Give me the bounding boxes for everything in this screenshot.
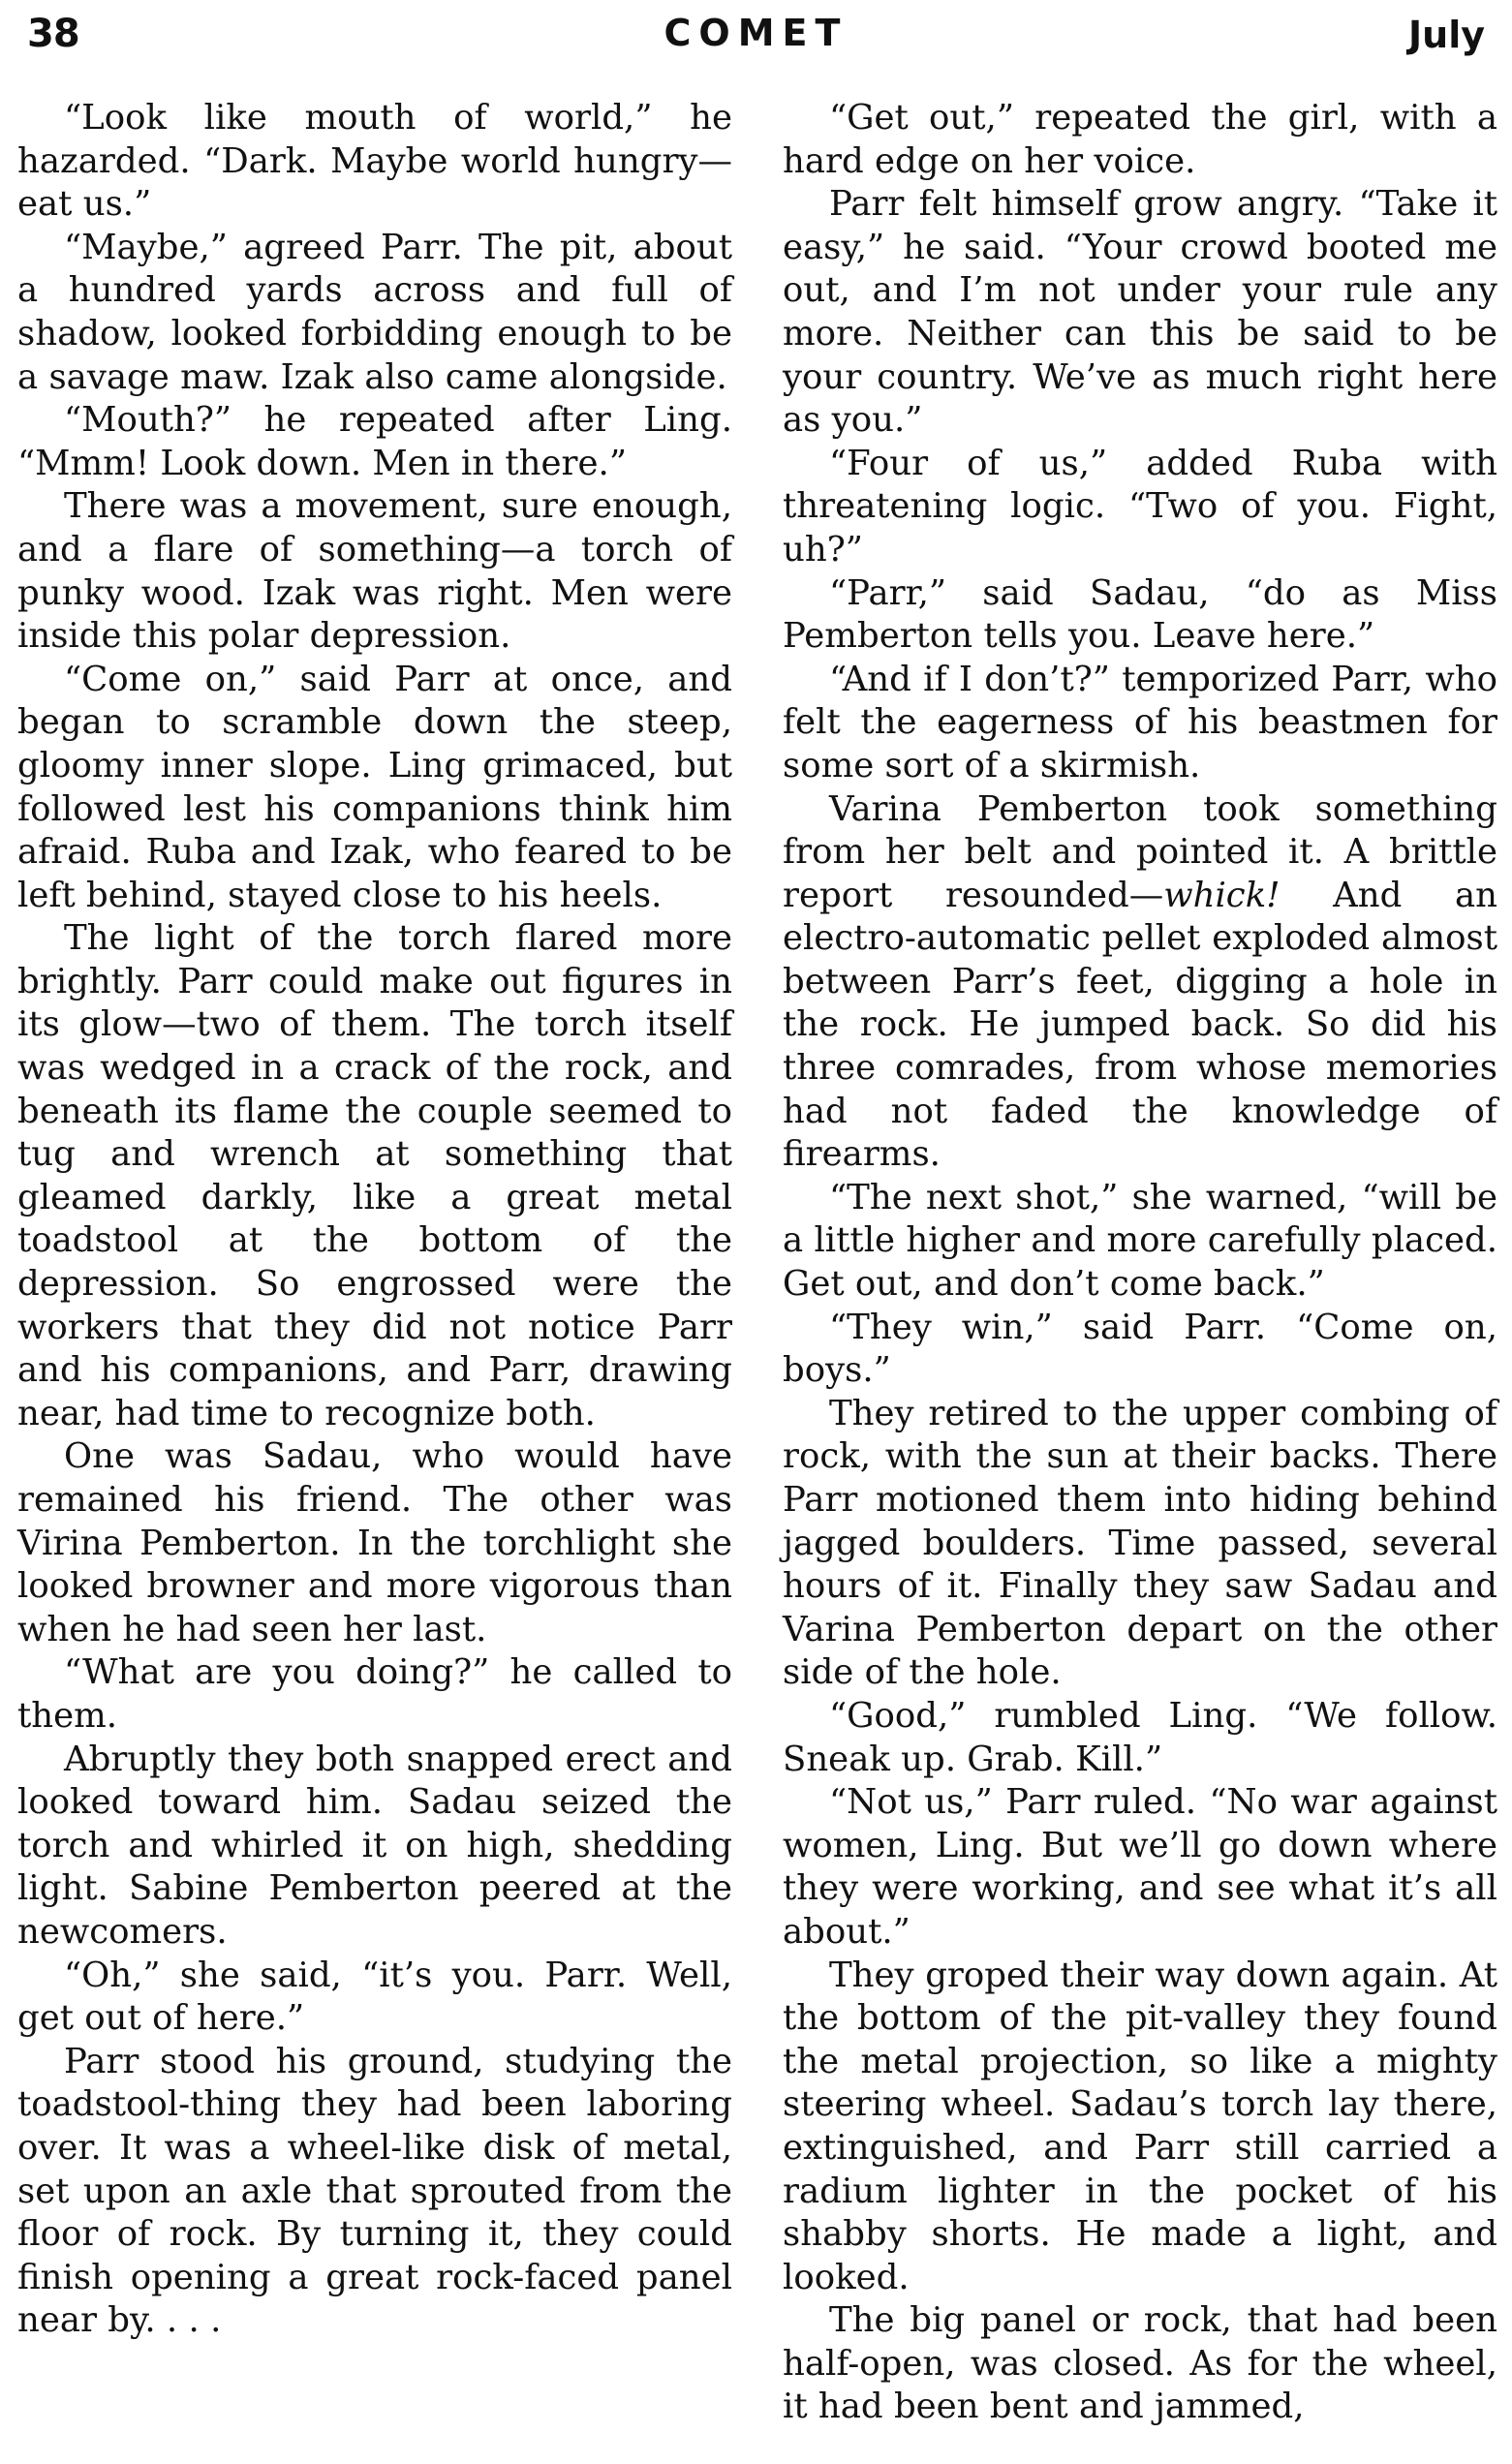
paragraph: “Mouth?” he repeated after Ling. “Mmm! Look down. Men in there.” <box>17 400 732 483</box>
paragraph: Parr felt himself grow angry. “Take it easy,” he said. “Your crowd booted me out, and I’m not under your rule any more. Neither can this be said to be your country. We’ve as much right here as you.” <box>783 184 1497 441</box>
page-header <box>0 0 1512 62</box>
paragraph: The big panel or rock, that had been half-open, was closed. As for the wheel, it had been bent and jammed, <box>783 2300 1497 2427</box>
issue-month: July <box>1408 14 1485 56</box>
paragraph: “The next shot,” she warned, “will be a little higher and more carefully placed. Get out, and don’t come back.” <box>783 1177 1497 1305</box>
paragraph <box>783 788 1497 1177</box>
paragraph: “Come on,” said Parr at once, and began to scramble down the steep, gloomy inner slope. Ling grimaced, but followed lest his companions think him afraid. Ruba and Izak, who feared to be left behind, stayed close to his heels. <box>17 659 732 915</box>
paragraph: Parr stood his ground, studying the toadstool-thing they had been laboring over. It was a wheel-like disk of metal, set upon an axle that sprouted from the floor of rock. By turning it, they could finish opening a great rock-faced panel near by. . . . <box>17 2041 732 2341</box>
paragraph: Abruptly they both snapped erect and looked toward him. Sadau seized the torch and whirled it on high, shedding light. Sabine Pemberton peered at the newcomers. <box>17 1739 732 1952</box>
paragraph: They groped their way down again. At the bottom of the pit-valley they found the metal projection, so like a mighty steering wheel. Sadau’s torch lay there, extinguished, and Parr still carried a radium lighter in the pocket of his shabby shorts. He made a light, and looked. <box>783 1955 1497 2297</box>
magazine-title: COMET <box>663 12 849 54</box>
paragraph: “They win,” said Parr. “Come on, boys.” <box>783 1307 1497 1391</box>
paragraph: “Good,” rumbled Ling. “We follow. Sneak up. Grab. Kill.” <box>783 1695 1497 1779</box>
left-text-column <box>17 97 732 2343</box>
page-number: 38 <box>27 12 79 56</box>
paragraph-text: Varina Pemberton took something from her belt and pointed it. A brittle report resounded— <box>783 788 1497 915</box>
paragraph: “Look like mouth of world,” he hazarded. “Dark. Maybe world hungry—eat us.” <box>17 98 732 225</box>
paragraph: The light of the torch flared more brightly. Parr could make out figures in its glow—two of them. The torch itself was wedged in a crack of the rock, and beneath its flame the couple seemed to tug and wrench at something that gleamed darkly, like a great metal toadstool at the bottom of the depression. So engrossed were the workers that they did not notice Parr and his companions, and Parr, drawing near, had time to recognize both. <box>17 918 732 1433</box>
paragraph: They retired to the upper combing of rock, with the sun at their backs. There Parr motioned them into hiding behind jagged boulders. Time passed, several hours of it. Finally they saw Sadau and Varina Pemberton depart on the other side of the hole. <box>783 1393 1497 1693</box>
paragraph: “Get out,” repeated the girl, with a hard edge on her voice. <box>783 98 1497 181</box>
paragraph: “Not us,” Parr ruled. “No war against women, Ling. But we’ll go down where they were working, and see what it’s all about.” <box>783 1782 1497 1952</box>
paragraph: “What are you doing?” he called to them. <box>17 1652 732 1736</box>
paragraph: There was a movement, sure enough, and a flare of something—a torch of punky wood. Izak was right. Men were inside this polar depression. <box>17 486 732 657</box>
paragraph-text: And an electro-automatic pellet exploded almost between Parr’s feet, digging a hole in the rock. He jumped back. So did his three comrades, from whose memories had not faded the knowledge of firearms. <box>783 875 1497 1175</box>
paragraph: “Oh,” she said, “it’s you. Parr. Well, get out of here.” <box>17 1955 732 2039</box>
paragraph: “And if I don’t?” temporized Parr, who felt the eagerness of his beastmen for some sort of a skirmish. <box>783 659 1497 785</box>
paragraph: “Maybe,” agreed Parr. The pit, about a hundred yards across and full of shadow, looked forbidding enough to be a savage maw. Izak also came alongside. <box>17 227 732 397</box>
paragraph: One was Sadau, who would have remained his friend. The other was Virina Pemberton. In the torchlight she looked browner and more vigorous than when he had seen her last. <box>17 1436 732 1649</box>
right-text-column <box>783 97 1497 2429</box>
paragraph: “Parr,” said Sadau, “do as Miss Pemberton tells you. Leave here.” <box>783 572 1497 657</box>
emphasized-text: whick! <box>1163 875 1281 915</box>
paragraph: “Four of us,” added Ruba with threatening logic. “Two of you. Fight, uh?” <box>783 443 1497 570</box>
